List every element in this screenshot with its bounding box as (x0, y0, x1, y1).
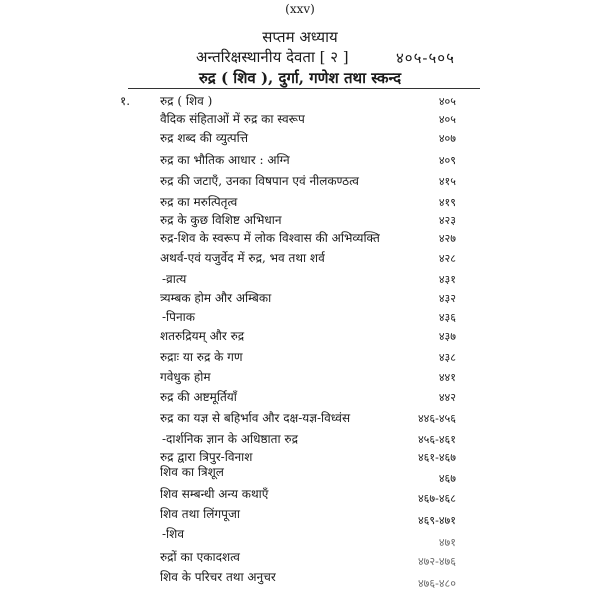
entry-page: ४७२-४७६ (417, 555, 456, 568)
entry-title: वैदिक संहिताओं में रुद्र का स्वरूप (160, 112, 305, 126)
entry-page: ४१९ (438, 196, 456, 209)
entry-title: शिव सम्बन्धी अन्य कथाएँ (160, 487, 269, 501)
entry-title: रुद्र के कुछ विशिष्ट अभिधान (160, 213, 282, 227)
toc-entry (0, 308, 600, 328)
entry-title: -व्रात्य (162, 272, 187, 286)
toc-entry (0, 172, 600, 192)
entry-page: ४०९ (438, 154, 456, 167)
entry-title: -पिनाक (162, 310, 195, 324)
entry-page: ४७१ (438, 536, 456, 549)
section-page-range: ४०५-५०५ (396, 49, 455, 67)
entry-page: ४०७ (438, 132, 456, 145)
roman-page-number: (xxv) (285, 2, 315, 16)
entry-page: ४०५ (438, 113, 456, 126)
entry-title: रुद्र की जटाएँ, उनका विषपान एवं नीलकण्ठत्व (160, 174, 359, 188)
toc-entry (0, 129, 600, 149)
entry-title: रुद्राः या रुद्र के गण (160, 350, 243, 364)
entry-title: रुद्र की अष्टमूर्तियाँ (160, 390, 237, 404)
toc-entry (0, 229, 600, 249)
entry-page: ४६१-४६७ (417, 451, 456, 464)
toc-entry (0, 327, 600, 347)
toc-entry (0, 110, 600, 130)
entry-page: ४६७ (438, 472, 456, 485)
entry-page: ४३७ (438, 330, 456, 343)
toc-entry (0, 505, 600, 525)
toc-entry (0, 348, 600, 368)
toc-entry (0, 525, 600, 549)
entry-page: ४६७-४६८ (417, 492, 456, 505)
toc-entry (0, 92, 600, 112)
entry-page: ४३६ (438, 311, 456, 324)
entry-title: रुद्र का यज्ञ से बहिर्भाव और दक्ष-यज्ञ-विध्वंस (160, 411, 351, 425)
entry-page: ४०५ (438, 95, 456, 108)
entry-page: ४३८ (438, 351, 456, 364)
entry-title: रुद्र-शिव के स्वरूप में लोक विश्वास की अभिव्यक्ति (160, 231, 380, 245)
entry-title: रुद्र द्वारा त्रिपुर-विनाश (160, 450, 253, 464)
entry-title: शतरुद्रियम् और रुद्र (160, 329, 245, 343)
toc-entry (0, 430, 600, 450)
entry-page: ४६९-४७१ (417, 514, 456, 527)
toc-entry (0, 409, 600, 429)
entry-page: ४२३ (438, 214, 456, 227)
entry-page: ४३१ (438, 273, 456, 286)
entry-title: रुद्रों का एकादशत्व (160, 550, 240, 564)
toc-entry (0, 289, 600, 309)
toc-entry (0, 568, 600, 588)
entry-page: ४२७ (438, 232, 456, 245)
entry-title: रुद्र का भौतिक आधार : अग्नि (160, 153, 290, 167)
toc-entry (0, 211, 600, 231)
entry-page: ४४२ (438, 391, 456, 404)
entry-page: ४३२ (438, 292, 456, 305)
chapter-heading: सप्तम अध्याय (262, 28, 338, 46)
entry-title: शिव का त्रिशूल (160, 465, 224, 479)
entry-title: रुद्र का मरुत्पितृत्व (160, 195, 238, 209)
entry-title: शिव तथा लिंगपूजा (160, 507, 241, 521)
entry-title: रुद्र ( शिव ) (160, 94, 213, 108)
entry-title: त्र्यम्बक होम और अम्बिका (160, 291, 272, 305)
section-heading: अन्तरिक्षस्थानीय देवता [ २ ] (196, 48, 349, 66)
toc-entry (0, 270, 600, 290)
entry-title: -दार्शनिक ज्ञान के अधिष्ठाता रुद्र (162, 432, 298, 446)
entry-page: ४२८ (438, 252, 456, 265)
entry-page: ४५६-४६१ (417, 433, 456, 446)
entry-page: ४१५ (438, 175, 456, 188)
toc-entry (0, 548, 600, 568)
toc-entry (0, 151, 600, 171)
entry-title: रुद्र शब्द की व्युत्पत्ति (160, 131, 249, 145)
toc-entry (0, 193, 600, 213)
toc-entry (0, 463, 600, 483)
entry-number: १. (120, 94, 131, 108)
toc-entry (0, 249, 600, 269)
entry-title: गवेधुक होम (160, 370, 211, 384)
entry-page: ४४१ (438, 371, 456, 384)
section-subtitle: रुद्र ( शिव ), दुर्गा, गणेश तथा स्कन्द (198, 69, 402, 87)
entry-title: शिव के परिचर तथा अनुचर (160, 570, 276, 584)
toc-entry (0, 485, 600, 505)
entry-title: अथर्व-एवं यजुर्वेद में रुद्र, भव तथा शर्व (160, 251, 325, 265)
toc-entry (0, 388, 600, 408)
entry-title: -शिव (162, 527, 184, 541)
entry-page: ४४६-४५६ (417, 412, 456, 425)
entry-page: ४७६-४८० (417, 577, 456, 590)
toc-entry (0, 368, 600, 388)
